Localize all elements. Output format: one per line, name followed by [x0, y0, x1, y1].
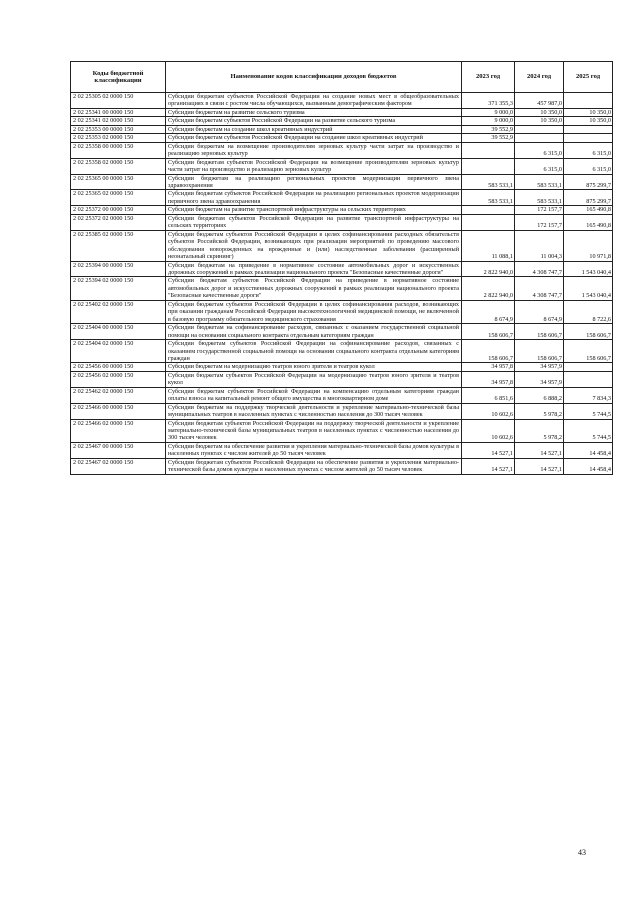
value-2023-cell: 2 822 940,0	[462, 261, 515, 277]
header-code: Коды бюджетной классификации	[71, 62, 166, 93]
value-2024-cell: 6 315,0	[515, 158, 564, 174]
header-2025: 2025 год	[564, 62, 613, 93]
value-2025-cell: 875 299,7	[564, 190, 613, 206]
value-2025-cell: 10 350,0	[564, 117, 613, 125]
code-cell: 2 02 25456 02 0000 150	[71, 371, 166, 387]
name-cell: Субсидии бюджетам субъектов Российской Федерации на приведение в нормативное состояние автомобильных дорог и искусственных дорожных сооружений в рамках реализации национального проекта "Безопасные качественные дороги"	[166, 277, 462, 300]
value-2023-cell: 8 674,9	[462, 300, 515, 323]
value-2025-cell: 6 315,0	[564, 142, 613, 158]
table-row	[71, 261, 613, 277]
value-2024-cell: 6 888,2	[515, 387, 564, 403]
value-2024-cell: 457 987,0	[515, 93, 564, 109]
code-cell: 2 02 25466 00 0000 150	[71, 403, 166, 419]
table-row	[71, 108, 613, 116]
value-2025-cell	[564, 93, 613, 109]
name-cell: Субсидии бюджетам субъектов Российской Федерации на развитие сельского туризма	[166, 117, 462, 125]
table-row	[71, 363, 613, 371]
code-cell: 2 02 25305 02 0000 150	[71, 93, 166, 109]
value-2024-cell	[515, 134, 564, 142]
name-cell: Субсидии бюджетам субъектов Российской Федерации на софинансирование расходов, связанных с оказанием государственной социальной помощи на основании социального контракта отдельным категориям граждан	[166, 340, 462, 363]
table-row	[71, 403, 613, 419]
value-2025-cell	[564, 363, 613, 371]
value-2023-cell	[462, 206, 515, 214]
page-number: 43	[578, 848, 586, 857]
code-cell: 2 02 25467 02 0000 150	[71, 458, 166, 474]
table-row	[71, 214, 613, 230]
code-cell: 2 02 25462 02 0000 150	[71, 387, 166, 403]
value-2025-cell	[564, 125, 613, 133]
header-name: Наименование кодов классификации доходов бюджетов	[166, 62, 462, 93]
name-cell: Субсидии бюджетам на создание школ креативных индустрий	[166, 125, 462, 133]
revenue-table	[70, 61, 613, 475]
name-cell: Субсидии бюджетам на развитие транспортной инфраструктуры на сельских территориях	[166, 206, 462, 214]
table-row	[71, 117, 613, 125]
name-cell: Субсидии бюджетам на развитие сельского туризма	[166, 108, 462, 116]
value-2023-cell: 39 552,9	[462, 134, 515, 142]
code-cell: 2 02 25358 02 0000 150	[71, 158, 166, 174]
table-row	[71, 190, 613, 206]
code-cell: 2 02 25353 02 0000 150	[71, 134, 166, 142]
value-2023-cell: 158 606,7	[462, 340, 515, 363]
value-2023-cell: 10 602,6	[462, 419, 515, 442]
table-row	[71, 125, 613, 133]
value-2024-cell: 5 978,2	[515, 403, 564, 419]
code-cell: 2 02 25404 00 0000 150	[71, 324, 166, 340]
value-2025-cell: 7 834,3	[564, 387, 613, 403]
table-row	[71, 277, 613, 300]
value-2025-cell: 875 299,7	[564, 174, 613, 190]
code-cell: 2 02 25466 02 0000 150	[71, 419, 166, 442]
name-cell: Субсидии бюджетам на модернизацию театров юного зрителя и театров кукол	[166, 363, 462, 371]
code-cell: 2 02 25353 00 0000 150	[71, 125, 166, 133]
table-row	[71, 230, 613, 261]
value-2025-cell: 158 606,7	[564, 324, 613, 340]
value-2025-cell: 5 744,5	[564, 419, 613, 442]
code-cell: 2 02 25404 02 0000 150	[71, 340, 166, 363]
value-2025-cell: 158 606,7	[564, 340, 613, 363]
name-cell: Субсидии бюджетам субъектов Российской Федерации на реализацию региональных проектов модернизации первичного звена здравоохранения	[166, 190, 462, 206]
value-2025-cell: 14 458,4	[564, 458, 613, 474]
value-2024-cell: 14 527,1	[515, 458, 564, 474]
table-row	[71, 442, 613, 458]
table-row	[71, 142, 613, 158]
value-2024-cell: 172 157,7	[515, 214, 564, 230]
value-2023-cell: 2 822 940,0	[462, 277, 515, 300]
code-cell: 2 02 25394 02 0000 150	[71, 277, 166, 300]
code-cell: 2 02 25358 00 0000 150	[71, 142, 166, 158]
table-row	[71, 371, 613, 387]
code-cell: 2 02 25402 02 0000 150	[71, 300, 166, 323]
value-2023-cell: 583 533,1	[462, 190, 515, 206]
table-row	[71, 206, 613, 214]
value-2024-cell: 158 606,7	[515, 324, 564, 340]
name-cell: Субсидии бюджетам субъектов Российской Федерации на создание новых мест в общеобразовательных организациях в связи с ростом числа обучающихся, вызванным демографическим фактором	[166, 93, 462, 109]
code-cell: 2 02 25341 00 0000 150	[71, 108, 166, 116]
value-2023-cell: 6 851,6	[462, 387, 515, 403]
document-page	[70, 61, 612, 475]
name-cell: Субсидии бюджетам на обеспечение развития и укрепления материально-технической базы домов культуры в населенных пунктах с числом жителей до 50 тысяч человек	[166, 442, 462, 458]
name-cell: Субсидии бюджетам субъектов Российской Федерации в целях софинансирования расходов, возникающих при оказании гражданам Российской Федерации высокотехнологичной медицинской помощи, не включенной в базовую программу обязательного медицинского страхования	[166, 300, 462, 323]
value-2023-cell: 371 355,3	[462, 93, 515, 109]
code-cell: 2 02 25385 02 0000 150	[71, 230, 166, 261]
value-2025-cell: 6 315,0	[564, 158, 613, 174]
name-cell: Субсидии бюджетам на поддержку творческой деятельности и укрепление материально-технической базы муниципальных театров в населенных пунктах с численностью населения до 300 тысяч человек	[166, 403, 462, 419]
code-cell: 2 02 25456 00 0000 150	[71, 363, 166, 371]
value-2024-cell: 11 004,3	[515, 230, 564, 261]
header-2024: 2024 год	[515, 62, 564, 93]
name-cell: Субсидии бюджетам на реализацию региональных проектов модернизации первичного звена здравоохранения	[166, 174, 462, 190]
code-cell: 2 02 25365 00 0000 150	[71, 174, 166, 190]
value-2025-cell: 1 543 040,4	[564, 277, 613, 300]
name-cell: Субсидии бюджетам на приведение в нормативное состояние автомобильных дорог и искусственных дорожных сооружений в рамках реализации национального проекта "Безопасные качественные дороги"	[166, 261, 462, 277]
name-cell: Субсидии бюджетам субъектов Российской Федерации на модернизацию театров юного зрителя и театров кукол	[166, 371, 462, 387]
name-cell: Субсидии бюджетам субъектов Российской Федерации на создание школ креативных индустрий	[166, 134, 462, 142]
code-cell: 2 02 25372 00 0000 150	[71, 206, 166, 214]
value-2024-cell: 5 978,2	[515, 419, 564, 442]
value-2024-cell: 583 533,1	[515, 190, 564, 206]
code-cell: 2 02 25341 02 0000 150	[71, 117, 166, 125]
code-cell: 2 02 25467 00 0000 150	[71, 442, 166, 458]
value-2024-cell: 4 308 747,7	[515, 277, 564, 300]
value-2024-cell: 583 533,1	[515, 174, 564, 190]
value-2025-cell	[564, 134, 613, 142]
value-2023-cell: 583 533,1	[462, 174, 515, 190]
name-cell: Субсидии бюджетам субъектов Российской Федерации в целях софинансирования расходных обязательств субъектов Российской Федерации, возникающих при реализации мероприятий по проведению массового обследования новорожденных на врожденные и (или) наследственные заболевания (расширенный неонатальный скрининг)	[166, 230, 462, 261]
table-row	[71, 458, 613, 474]
value-2023-cell	[462, 158, 515, 174]
table-row	[71, 387, 613, 403]
value-2025-cell: 10 971,8	[564, 230, 613, 261]
value-2023-cell: 14 527,1	[462, 458, 515, 474]
value-2024-cell: 4 308 747,7	[515, 261, 564, 277]
value-2024-cell: 158 606,7	[515, 340, 564, 363]
value-2024-cell: 14 527,1	[515, 442, 564, 458]
name-cell: Субсидии бюджетам на софинансирование расходов, связанных с оказанием государственной социальной помощи на основании социального контракта отдельным категориям граждан	[166, 324, 462, 340]
value-2024-cell: 10 350,0	[515, 108, 564, 116]
value-2025-cell: 165 490,8	[564, 214, 613, 230]
table-row	[71, 340, 613, 363]
value-2023-cell: 14 527,1	[462, 442, 515, 458]
value-2023-cell	[462, 142, 515, 158]
table-row	[71, 93, 613, 109]
name-cell: Субсидии бюджетам субъектов Российской Федерации на возмещение производителям зерновых культур части затрат на производство и реализацию зерновых культур	[166, 158, 462, 174]
value-2023-cell: 10 602,6	[462, 403, 515, 419]
table-row	[71, 134, 613, 142]
table-header-row	[71, 62, 613, 93]
name-cell: Субсидии бюджетам субъектов Российской Федерации на развитие транспортной инфраструктуры на сельских территориях	[166, 214, 462, 230]
value-2023-cell: 34 957,8	[462, 363, 515, 371]
value-2025-cell	[564, 371, 613, 387]
header-2023: 2023 год	[462, 62, 515, 93]
value-2024-cell: 34 957,9	[515, 371, 564, 387]
table-row	[71, 324, 613, 340]
value-2024-cell: 8 674,9	[515, 300, 564, 323]
value-2025-cell: 165 490,8	[564, 206, 613, 214]
value-2025-cell: 14 458,4	[564, 442, 613, 458]
value-2024-cell: 172 157,7	[515, 206, 564, 214]
value-2025-cell: 1 543 040,4	[564, 261, 613, 277]
value-2023-cell: 9 000,0	[462, 108, 515, 116]
value-2024-cell: 10 350,0	[515, 117, 564, 125]
value-2023-cell: 39 552,9	[462, 125, 515, 133]
value-2024-cell: 34 957,9	[515, 363, 564, 371]
name-cell: Субсидии бюджетам субъектов Российской Федерации на обеспечение развития и укрепления материально-технической базы домов культуры в населенных пунктах с числом жителей до 50 тысяч человек	[166, 458, 462, 474]
value-2023-cell: 9 000,0	[462, 117, 515, 125]
value-2025-cell: 5 744,5	[564, 403, 613, 419]
value-2024-cell	[515, 125, 564, 133]
table-row	[71, 419, 613, 442]
table-row	[71, 300, 613, 323]
value-2023-cell: 158 606,7	[462, 324, 515, 340]
table-body	[71, 93, 613, 475]
value-2023-cell	[462, 214, 515, 230]
value-2023-cell: 34 957,8	[462, 371, 515, 387]
name-cell: Субсидии бюджетам субъектов Российской Федерации на поддержку творческой деятельности и укрепление материально-технической базы муниципальных театров в населенных пунктах с численностью населения до 300 тысяч человек	[166, 419, 462, 442]
code-cell: 2 02 25394 00 0000 150	[71, 261, 166, 277]
name-cell: Субсидии бюджетам на возмещение производителям зерновых культур части затрат на производство и реализацию зерновых культур	[166, 142, 462, 158]
table-row	[71, 174, 613, 190]
name-cell: Субсидии бюджетам субъектов Российской Федерации на компенсацию отдельным категориям граждан оплаты взноса на капитальный ремонт общего имущества в многоквартирном доме	[166, 387, 462, 403]
value-2025-cell: 8 722,6	[564, 300, 613, 323]
table-row	[71, 158, 613, 174]
value-2023-cell: 11 088,1	[462, 230, 515, 261]
code-cell: 2 02 25372 02 0000 150	[71, 214, 166, 230]
value-2024-cell: 6 315,0	[515, 142, 564, 158]
code-cell: 2 02 25365 02 0000 150	[71, 190, 166, 206]
value-2025-cell: 10 350,0	[564, 108, 613, 116]
